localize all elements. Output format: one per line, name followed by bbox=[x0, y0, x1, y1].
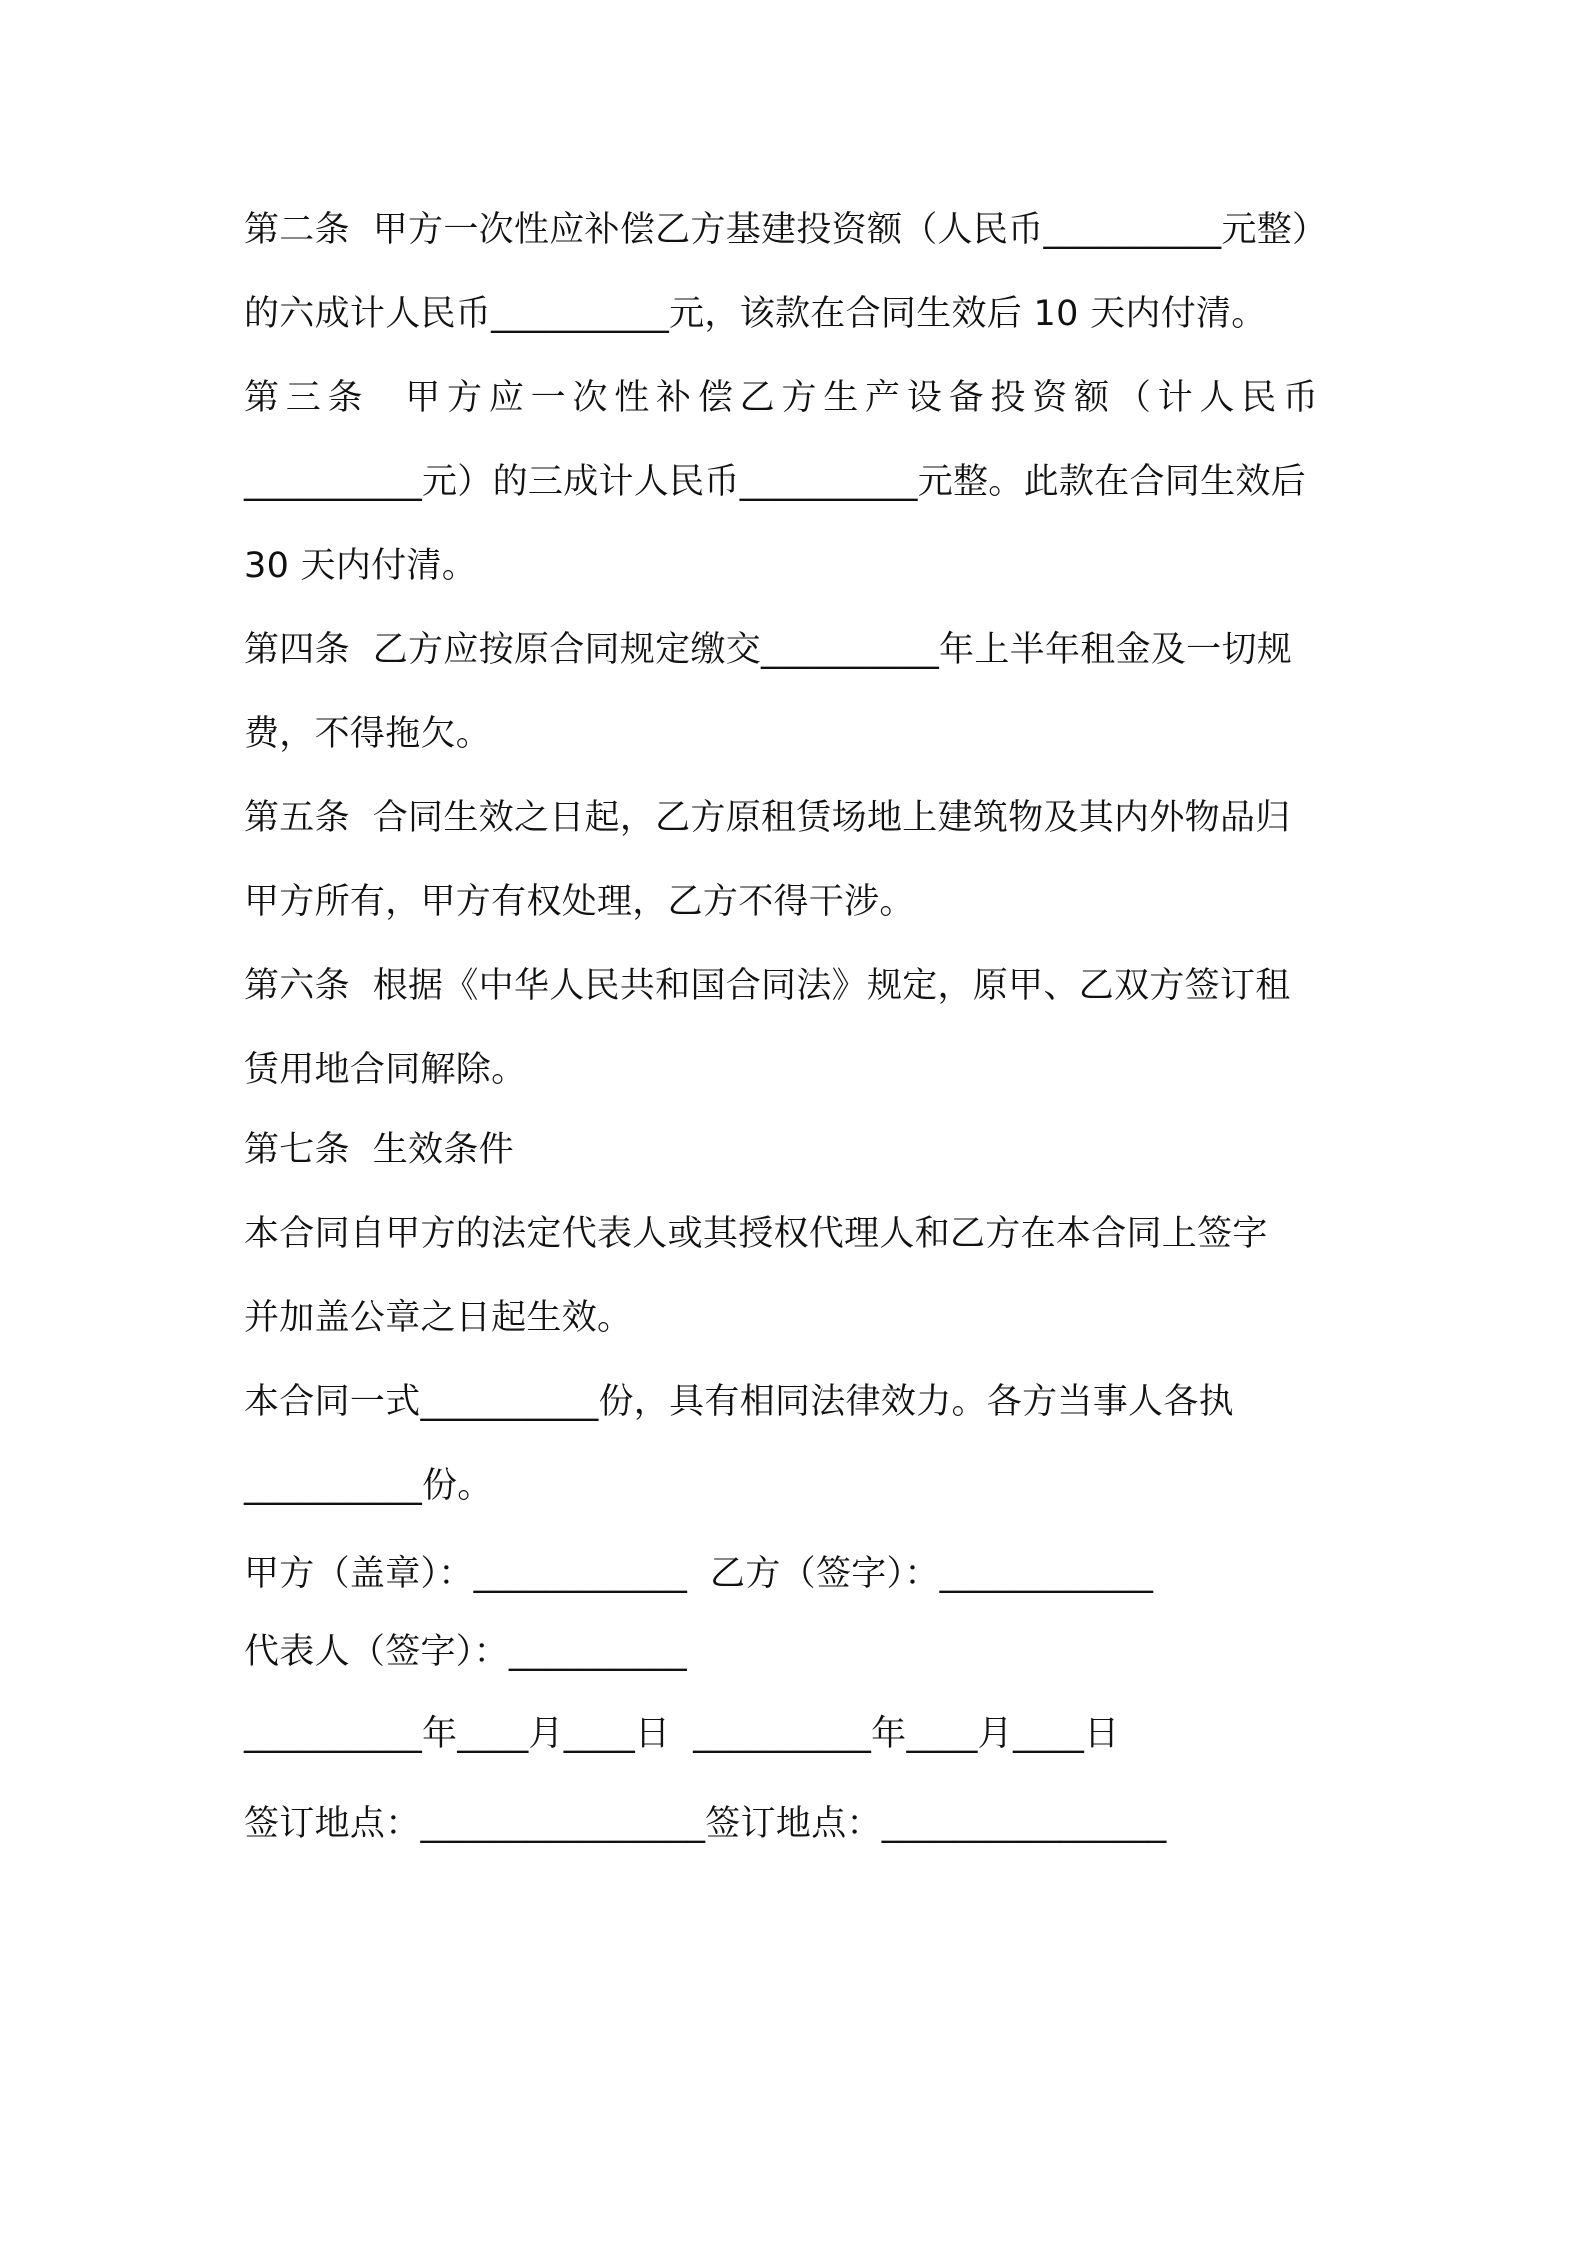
article-3-line-2: __________元）的三成计人民币__________元整。此款在合同生效后 bbox=[244, 462, 1307, 502]
article-4-line-1: 第四条 乙方应按原合同规定缴交__________年上半年租金及一切规 bbox=[244, 630, 1293, 670]
article-7-line-2: 并加盖公章之日起生效。 bbox=[244, 1298, 633, 1338]
article-2-line-1: 第二条 甲方一次性应补偿乙方基建投资额（人民币__________元整） bbox=[244, 210, 1328, 250]
article-6-line-1: 第六条 根据《中华人民共和国合同法》规定，原甲、乙双方签订租 bbox=[244, 966, 1291, 1006]
signature-places: 签订地点：________________签订地点：________________ bbox=[244, 1804, 1167, 1844]
copies-line-1: 本合同一式__________份，具有相同法律效力。各方当事人各执 bbox=[244, 1382, 1234, 1422]
article-6-line-2: 赁用地合同解除。 bbox=[244, 1050, 527, 1090]
article-3-line-3: 30 天内付清。 bbox=[244, 546, 478, 586]
signature-dates: __________年____月____日 __________年____月____日 bbox=[244, 1714, 1120, 1754]
article-5-line-2: 甲方所有，甲方有权处理，乙方不得干涉。 bbox=[244, 882, 915, 922]
article-3-line-1: 第三条 甲方应一次性补偿乙方生产设备投资额（计人民币 bbox=[244, 378, 1325, 418]
article-7-title: 第七条 生效条件 bbox=[244, 1130, 514, 1170]
article-5-line-1: 第五条 合同生效之日起，乙方原租赁场地上建筑物及其内外物品归 bbox=[244, 798, 1291, 838]
article-2-line-2: 的六成计人民币__________元，该款在合同生效后 10 天内付清。 bbox=[244, 294, 1267, 334]
article-4-line-2: 费，不得拖欠。 bbox=[244, 714, 492, 754]
signature-representative: 代表人（签字）：__________ bbox=[244, 1632, 687, 1672]
signature-parties: 甲方（盖章）：____________ 乙方（签字）：____________ bbox=[244, 1554, 1154, 1594]
copies-line-2: __________份。 bbox=[244, 1466, 493, 1506]
article-7-line-1: 本合同自甲方的法定代表人或其授权代理人和乙方在本合同上签字 bbox=[244, 1214, 1268, 1254]
